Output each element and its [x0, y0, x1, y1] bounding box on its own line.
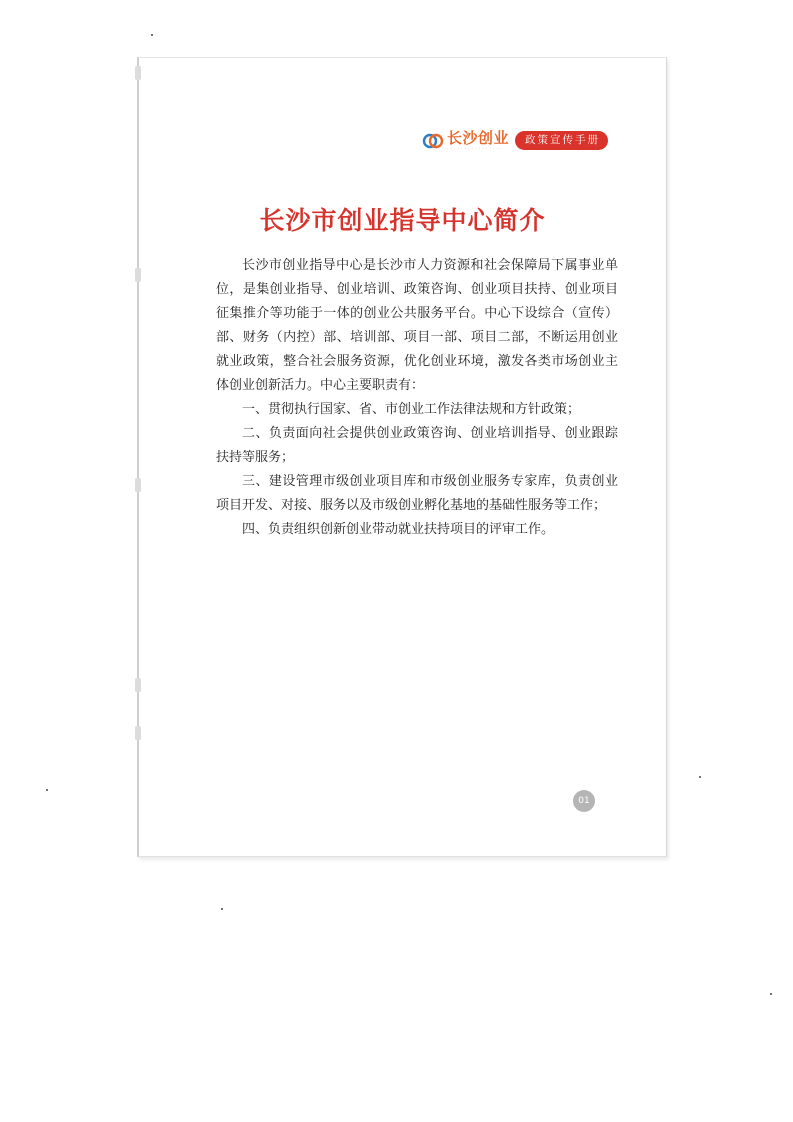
scan-speck — [221, 908, 223, 910]
intro-paragraph: 长沙市创业指导中心是长沙市人力资源和社会保障局下属事业单位，是集创业指导、创业培训、政策咨询、创业项目扶持、创业项目征集推介等功能于一体的创业公共服务平台。中心下设综合（宣传）部、财务（内控）部、培训部、项目一部、项目二部，不断运用创业就业政策，整合社会服务资源，优化创业环境，激发各类市场创业主体创业创新活力。中心主要职责有： — [216, 258, 618, 393]
page-title: 长沙市创业指导中心简介 — [259, 206, 546, 235]
header-brand — [422, 130, 608, 151]
body-text — [216, 254, 618, 542]
scan-speck — [770, 993, 772, 995]
scan-speck — [151, 34, 153, 36]
booklet-page — [137, 57, 667, 857]
brand-block — [447, 130, 509, 151]
binding-spine — [135, 58, 141, 856]
duty-item: 一、贯彻执行国家、省、市创业工作法律法规和方针政策； — [242, 402, 581, 417]
brand-name: 长沙创业 — [447, 129, 510, 147]
interlocked-rings-logo-icon — [422, 132, 444, 150]
staple-mark — [135, 66, 141, 80]
staple-mark — [135, 268, 141, 282]
duty-item: 四、负责组织创新创业带动就业扶持项目的评审工作。 — [242, 522, 555, 537]
staple-mark — [135, 478, 141, 492]
brand-subtext-decoration: · · · · · · · · · · · · · · · · — [447, 146, 502, 151]
staple-mark — [135, 678, 141, 692]
duty-item: 三、建设管理市级创业项目库和市级创业服务专家库，负责创业项目开发、对接、服务以及市级创业孵化基地的基础性服务等工作； — [216, 474, 618, 513]
scan-speck — [699, 776, 701, 778]
page-number-badge: 01 — [573, 790, 595, 812]
scan-speck — [46, 789, 48, 791]
duty-item: 二、负责面向社会提供创业政策咨询、创业培训指导、创业跟踪扶持等服务； — [216, 426, 618, 465]
staple-mark — [135, 726, 141, 740]
brand-tag-badge: 政策宣传手册 — [515, 131, 608, 150]
